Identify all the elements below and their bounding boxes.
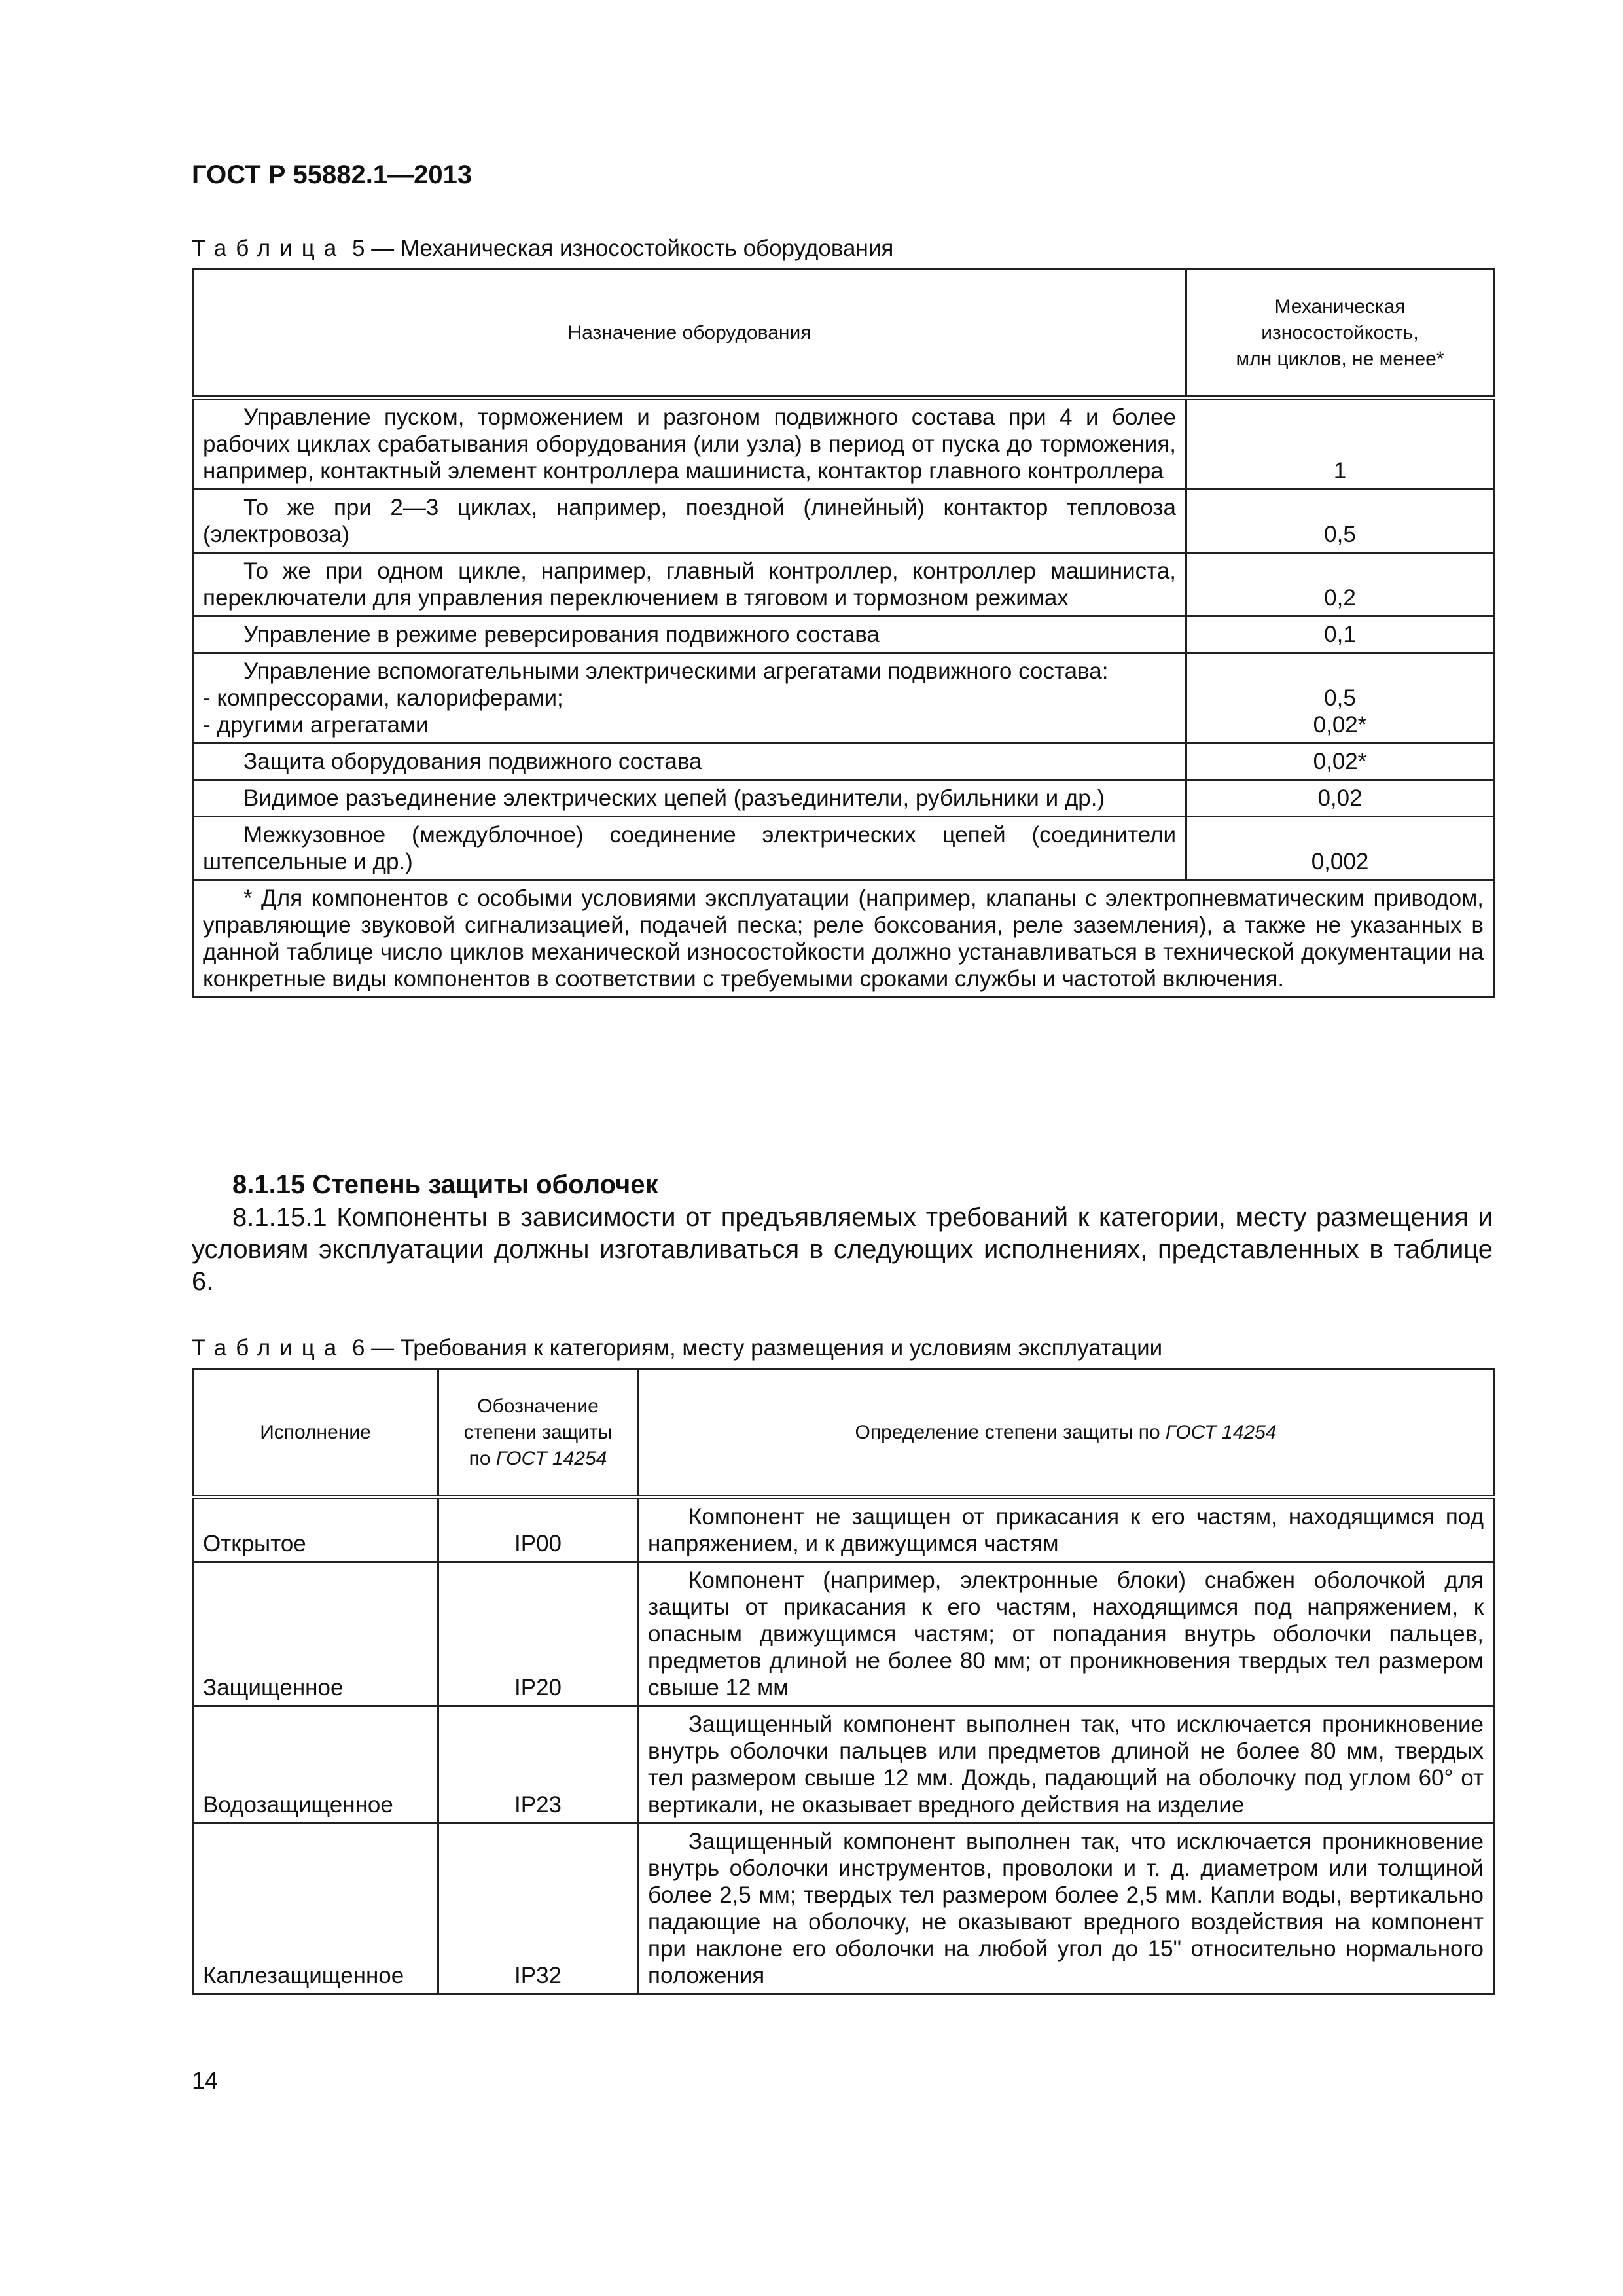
table5-cell-value: 1 bbox=[1186, 398, 1494, 490]
table-row bbox=[193, 617, 1494, 653]
table6-col-header-code bbox=[438, 1369, 638, 1498]
table-row bbox=[193, 1823, 1494, 1994]
table6-cell-execution: Каплезащищенное bbox=[193, 1823, 438, 1994]
table6-col-header-execution: Исполнение bbox=[193, 1369, 438, 1498]
table5-cell-purpose: Межкузовное (междублочное) соединение электрических цепей (соединители штепсельные и др.) bbox=[193, 817, 1186, 880]
table5-cell-line: - другими агрегатами bbox=[203, 712, 429, 738]
table5 bbox=[192, 268, 1495, 998]
table5-cell-purpose bbox=[193, 653, 1186, 744]
table5-cell-value: 0,002 bbox=[1186, 817, 1494, 880]
table5-cell-line: - компрессорами, калориферами; bbox=[203, 685, 563, 711]
table5-caption-text: 5 — Механическая износостойкость оборудования bbox=[351, 236, 894, 261]
table6-cell-definition: Защищенный компонент выполнен так, что исключается проникновение внутрь оболочки пальцев или предметов длиной не более 80 мм, твердых тел размером свыше 12 мм. Дождь, падающий на оболочку под углом 60° от вертикали, не оказывает вредного действия на изделие bbox=[638, 1706, 1494, 1823]
table5-col-header-purpose: Назначение оборудования bbox=[193, 270, 1186, 398]
table5-col2-header-line: млн циклов, не менее* bbox=[1236, 348, 1444, 370]
table-row bbox=[193, 398, 1494, 490]
table5-cell-value: 0,02 bbox=[1186, 780, 1494, 817]
table6-col2-header-prefix: по bbox=[469, 1447, 496, 1469]
table-row bbox=[193, 553, 1494, 617]
table5-cell-line: Управление вспомогательными электрическими агрегатами подвижного состава: bbox=[243, 658, 1109, 684]
table5-caption-word: Таблица bbox=[192, 236, 346, 261]
table6-caption-word: Таблица bbox=[192, 1335, 346, 1361]
section-title: 8.1.15 Степень защиты оболочек bbox=[232, 1170, 658, 1199]
table-row bbox=[193, 490, 1494, 553]
document-header: ГОСТ Р 55882.1—2013 bbox=[192, 160, 473, 189]
table6-cell-code: IP32 bbox=[438, 1823, 638, 1994]
table6-cell-definition: Защищенный компонент выполнен так, что исключается проникновение внутрь оболочки инструментов, проволоки и т. д. диаметром или толщиной более 2,5 мм; твердых тел размером более 2,5 мм. Капли воды, вертикально падающие на оболочку, не оказывают вредного воздействия на компонент при наклоне его оболочки на любой угол до 15" относительно нормального положения bbox=[638, 1823, 1494, 1994]
table5-cell-purpose: Защита оборудования подвижного состава bbox=[193, 744, 1186, 780]
table5-footnote: * Для компонентов с особыми условиями эксплуатации (например, клапаны с электропневматическим приводом, управляющие звуковой сигнализацией, подачей песка; реле боксования, реле заземления), а также не указанных в данной таблице число циклов механической износостойкости должно устанавливаться в технической документации на конкретные виды компонентов в соответствии с требуемыми сроками службы и частотой включения. bbox=[193, 880, 1494, 997]
table5-cell-value-line: 0,5 bbox=[1324, 685, 1356, 711]
table5-col2-header-line: Механическая bbox=[1274, 295, 1406, 317]
table-row bbox=[193, 780, 1494, 817]
table5-col2-header-line: износостойкость, bbox=[1261, 321, 1419, 344]
page-number: 14 bbox=[192, 2067, 219, 2094]
table5-cell-value: 0,5 bbox=[1186, 490, 1494, 553]
table6-col-header-definition bbox=[638, 1369, 1494, 1498]
table6-cell-code: IP23 bbox=[438, 1706, 638, 1823]
table6-col2-header-line: степени защиты bbox=[463, 1421, 613, 1443]
table6-cell-execution: Открытое bbox=[193, 1498, 438, 1562]
table5-cell-value bbox=[1186, 653, 1494, 744]
table6-col2-header-standard: ГОСТ 14254 bbox=[495, 1447, 607, 1469]
table5-cell-value: 0,02* bbox=[1186, 744, 1494, 780]
table6-col3-header-standard: ГОСТ 14254 bbox=[1166, 1421, 1277, 1443]
table-row bbox=[193, 817, 1494, 880]
table6-caption bbox=[192, 1335, 1162, 1361]
table5-footnote-row bbox=[193, 880, 1494, 997]
table5-cell-purpose: Видимое разъединение электрических цепей (разъединители, рубильники и др.) bbox=[193, 780, 1186, 817]
table6-cell-code: IP20 bbox=[438, 1562, 638, 1706]
table5-cell-purpose: Управление в режиме реверсирования подвижного состава bbox=[193, 617, 1186, 653]
table6-col2-header-line: Обозначение bbox=[477, 1395, 599, 1417]
section-paragraph: 8.1.15.1 Компоненты в зависимости от предъявляемых требований к категории, месту размещения и условиям эксплуатации должны изготавливаться в следующих исполнениях, представленных в таблице 6. bbox=[192, 1203, 1493, 1296]
table5-cell-value-line: 0,02* bbox=[1313, 712, 1367, 738]
table5-cell-purpose: То же при 2—3 циклах, например, поездной (линейный) контактор тепловоза (электровоза) bbox=[193, 490, 1186, 553]
table6-cell-code: IP00 bbox=[438, 1498, 638, 1562]
table6 bbox=[192, 1368, 1495, 1995]
table-row bbox=[193, 1706, 1494, 1823]
table5-cell-value: 0,2 bbox=[1186, 553, 1494, 617]
table6-col3-header-text: Определение степени защиты по bbox=[855, 1421, 1166, 1443]
table6-cell-definition: Компонент (например, электронные блоки) снабжен оболочкой для защиты от прикасания к его частям, находящимся под напряжением, к опасным движущимся частям; от попадания внутрь оболочки пальцев, предметов длиной не более 80 мм; от проникновения твердых тел размером свыше 12 мм bbox=[638, 1562, 1494, 1706]
table6-cell-execution: Защищенное bbox=[193, 1562, 438, 1706]
table-row bbox=[193, 1498, 1494, 1562]
table6-col2-header-line bbox=[448, 1446, 628, 1472]
table-row bbox=[193, 744, 1494, 780]
table5-col-header-durability bbox=[1186, 270, 1494, 398]
table-row bbox=[193, 653, 1494, 744]
table6-cell-definition: Компонент не защищен от прикасания к его частям, находящимся под напряжением, и к движущимся частям bbox=[638, 1498, 1494, 1562]
table5-cell-purpose: То же при одном цикле, например, главный контроллер, контроллер машиниста, переключатели для управления переключением в тяговом и тормозном режимах bbox=[193, 553, 1186, 617]
table5-cell-value: 0,1 bbox=[1186, 617, 1494, 653]
table6-caption-text: 6 — Требования к категориям, месту размещения и условиям эксплуатации bbox=[351, 1335, 1163, 1361]
table6-cell-execution: Водозащищенное bbox=[193, 1706, 438, 1823]
table5-cell-purpose: Управление пуском, торможением и разгоном подвижного состава при 4 и более рабочих циклах срабатывания оборудования (или узла) в период от пуска до торможения, например, контактный элемент контроллера машиниста, контактор главного контроллера bbox=[193, 398, 1186, 490]
table5-caption bbox=[192, 236, 893, 262]
table-row bbox=[193, 1562, 1494, 1706]
